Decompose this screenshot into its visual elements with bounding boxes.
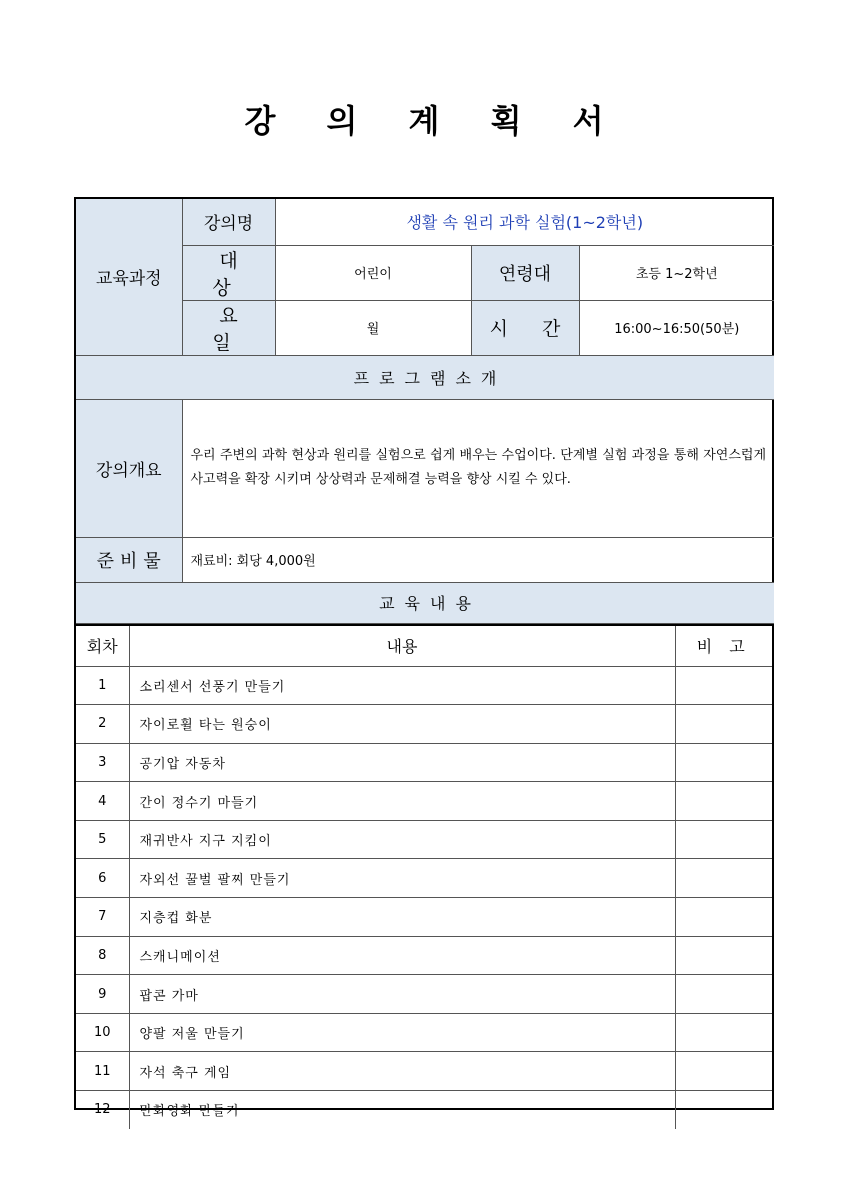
table-row [76,975,772,1014]
time-value: 16:00~16:50(50분) [579,300,774,355]
round-cell: 4 [76,782,129,821]
target-value: 어린이 [275,245,471,300]
target-label: 대 상 [182,245,275,300]
age-value: 초등 1~2학년 [579,245,774,300]
day-value: 월 [275,300,471,355]
round-cell: 10 [76,1013,129,1052]
note-cell [675,743,772,782]
content-cell: 팝콘 가마 [129,975,675,1014]
round-cell: 12 [76,1091,129,1129]
prep-label: 준비물 [76,537,182,582]
note-cell [675,898,772,937]
content-cell: 소리센서 선풍기 만들기 [129,666,675,705]
course-name-value: 생활 속 원리 과학 실험(1~2학년) [275,199,774,245]
program-section-header: 프로그램소개 [76,355,774,399]
table-row [76,705,772,744]
content-header: 내용 [129,626,675,667]
note-header: 비 고 [675,626,772,667]
round-cell: 3 [76,743,129,782]
content-cell: 양팔 저울 만들기 [129,1013,675,1052]
content-cell: 자이로휠 타는 원숭이 [129,705,675,744]
overview-label: 강의개요 [76,399,182,537]
round-cell: 9 [76,975,129,1014]
course-info-table [76,199,774,624]
content-cell: 공기압 자동차 [129,743,675,782]
round-cell: 6 [76,859,129,898]
note-cell [675,782,772,821]
note-cell [675,936,772,975]
table-row [76,859,772,898]
content-cell: 간이 정수기 마들기 [129,782,675,821]
table-row [76,743,772,782]
round-cell: 8 [76,936,129,975]
course-name-label: 강의명 [182,199,275,245]
round-cell: 5 [76,820,129,859]
table-row [76,782,772,821]
note-cell [675,859,772,898]
table-row [76,1091,772,1129]
table-row [76,936,772,975]
table-row [76,1052,772,1091]
note-cell [675,975,772,1014]
note-cell [675,1013,772,1052]
note-cell [675,666,772,705]
content-cell: 자외선 꿀벌 팔찌 만들기 [129,859,675,898]
content-cell: 지층컵 화분 [129,898,675,937]
table-row [76,898,772,937]
age-label: 연령대 [471,245,579,300]
table-row [76,1013,772,1052]
content-cell: 재귀반사 지구 지킴이 [129,820,675,859]
note-cell [675,1052,772,1091]
plan-frame [74,197,774,1120]
content-cell: 자석 축구 게임 [129,1052,675,1091]
course-group-label: 교육과정 [76,199,182,355]
curriculum-table [76,626,772,1129]
round-cell: 1 [76,666,129,705]
round-cell: 7 [76,898,129,937]
day-label: 요 일 [182,300,275,355]
overview-text: 우리 주변의 과학 현상과 원리를 실험으로 쉽게 배우는 수업이다. 단계별 실험 과정을 통해 자연스럽게 사고력을 확장 시키며 상상력과 문제해결 능력을 향상 시킬 수 있다. [182,399,774,537]
round-cell: 11 [76,1052,129,1091]
prep-value: 재료비: 회당 4,000원 [182,537,774,582]
note-cell [675,1091,772,1129]
round-cell: 2 [76,705,129,744]
table-row [76,666,772,705]
content-cell: 스캐니메이션 [129,936,675,975]
curriculum-section-header: 교육내용 [76,582,774,623]
document-title: 강 의 계 획 서 [244,102,624,140]
time-label: 시 간 [471,300,579,355]
table-row [76,820,772,859]
note-cell [675,820,772,859]
note-cell [675,705,772,744]
round-header: 회차 [76,626,129,667]
content-cell: 만화영화 만들기 [129,1091,675,1129]
